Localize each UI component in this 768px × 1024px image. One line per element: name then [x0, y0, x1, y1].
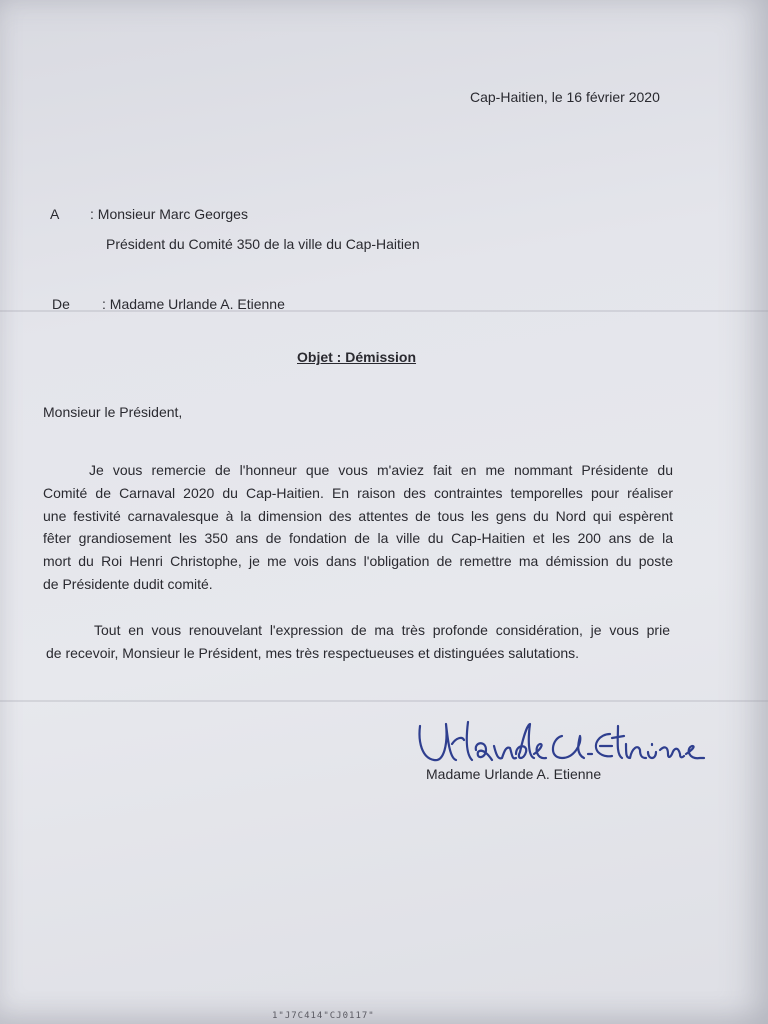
salutation: Monsieur le Président, — [43, 404, 183, 420]
paragraph-line: de Présidente dudit comité. — [43, 575, 213, 592]
paragraph-line: mort du Roi Henri Christophe, je me vois dans l'obligation de remettre ma démission du poste — [43, 553, 673, 570]
paragraph-line: une festivité carnavalesque à la dimension des attentes de tous les gens du Nord qui espèrent — [43, 507, 673, 524]
handwritten-signature — [412, 714, 712, 774]
sender-label: De — [52, 296, 70, 312]
place-date: Cap-Haitien, le 16 février 2020 — [470, 89, 660, 105]
paragraph-line: fêter grandiosement les 350 ans de fondation de la ville du Cap-Haitien et les 200 ans de la — [43, 530, 673, 547]
recipient-name: : Monsieur Marc Georges — [90, 206, 248, 222]
subject-line: Objet : Démission — [297, 349, 417, 365]
paragraph-line: Je vous remercie de l'honneur que vous m'aviez fait en me nommant Présidente du — [89, 462, 673, 478]
footer-serial-code: 1"J7C414"CJ0117" — [272, 1011, 375, 1021]
paper-fold-line — [0, 700, 768, 702]
paragraph-line: Tout en vous renouvelant l'expression de ma très profonde considération, je vous prie — [94, 622, 670, 638]
body-paragraph-1 — [43, 459, 673, 596]
sender-name: : Madame Urlande A. Etienne — [102, 296, 285, 312]
signatory-name: Madame Urlande A. Etienne — [426, 766, 602, 782]
paragraph-line: de recevoir, Monsieur le Président, mes très respectueuses et distinguées salutations. — [46, 644, 580, 661]
recipient-title: Président du Comité 350 de la ville du Cap-Haitien — [106, 236, 420, 252]
paragraph-line: Comité de Carnaval 2020 du Cap-Haitien. En raison des contraintes temporelles pour réaliser — [43, 484, 673, 501]
body-paragraph-2 — [46, 619, 670, 665]
recipient-label: A — [50, 206, 60, 222]
